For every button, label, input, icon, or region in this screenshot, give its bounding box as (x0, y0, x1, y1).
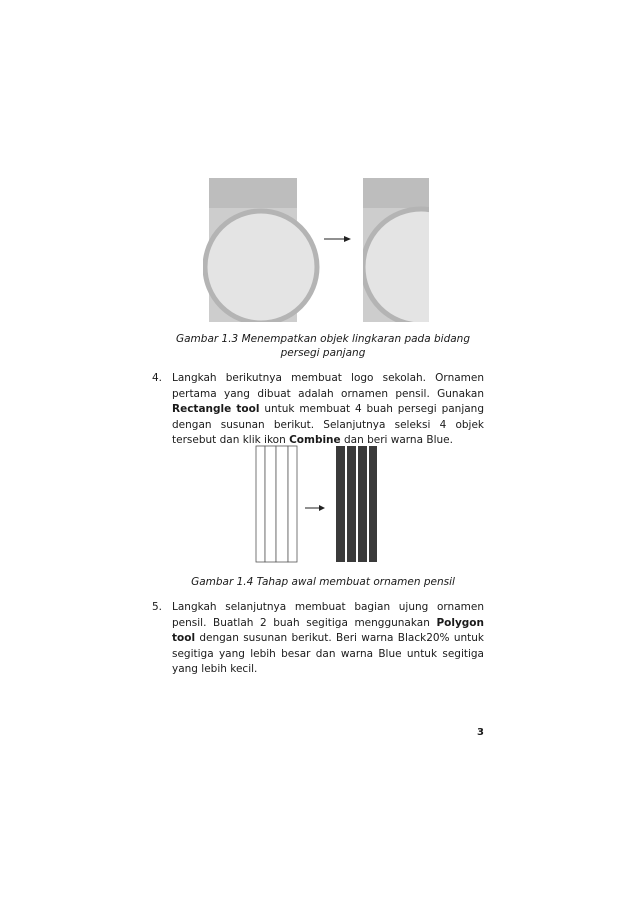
dark-rect (336, 446, 345, 562)
step-4 (152, 371, 484, 449)
dark-rect (347, 446, 356, 562)
outline-rect (256, 446, 265, 562)
step-number: 4. (152, 372, 163, 384)
figure-1-3-caption-line1: Gambar 1.3 Menempatkan objek lingkaran pada bidang (175, 333, 470, 345)
figure-1-3-caption (150, 332, 496, 360)
step-5-intro: Langkah selanjutnya membuat bagian ujung ornamen pensil. Buatlah 2 buah segitiga menggunakan (172, 601, 484, 629)
rectangle-tool-term: Rectangle tool (172, 403, 260, 416)
outline-rect (288, 446, 297, 562)
step-4-end: dan beri warna Blue. (340, 434, 453, 447)
dark-rect (358, 446, 367, 562)
left-circle (205, 211, 317, 322)
outline-rectangles (256, 446, 297, 562)
dark-rect (369, 446, 377, 562)
arrow-icon (324, 236, 351, 242)
right-panel (363, 178, 435, 322)
arrow-icon (305, 505, 325, 511)
page-number: 3 (477, 727, 484, 738)
step-5 (152, 600, 484, 678)
combined-rectangles (336, 446, 377, 562)
step-4-mid: untuk membuat 4 buah persegi panjang dengan susunan berikut. Selanjutnya seleksi 4 objek tersebut dan klik ikon (172, 403, 484, 447)
outline-rect (276, 446, 288, 562)
step-5-end: dengan susunan berikut. Beri warna Black20% untuk segitiga yang lebih besar dan warna Blue untuk segitiga yang lebih kecil. (172, 632, 484, 676)
figure-1-3-image (203, 178, 435, 322)
outline-rect (265, 446, 276, 562)
polygon-tool-term: Polygon tool (172, 616, 484, 645)
step-5-text (172, 600, 484, 678)
combine-term: Combine (289, 434, 341, 447)
figure-1-4-caption: Gambar 1.4 Tahap awal membuat ornamen pensil (191, 576, 455, 588)
figure-1-3-caption-line2: persegi panjang (280, 347, 366, 359)
step-4-text (172, 371, 484, 449)
left-panel (205, 178, 317, 322)
step-4-intro: Langkah berikutnya membuat logo sekolah. Ornamen pertama yang dibuat adalah ornamen pensil. Gunakan (172, 372, 484, 400)
figure-1-4-image (252, 444, 382, 564)
step-number: 5. (152, 601, 163, 613)
